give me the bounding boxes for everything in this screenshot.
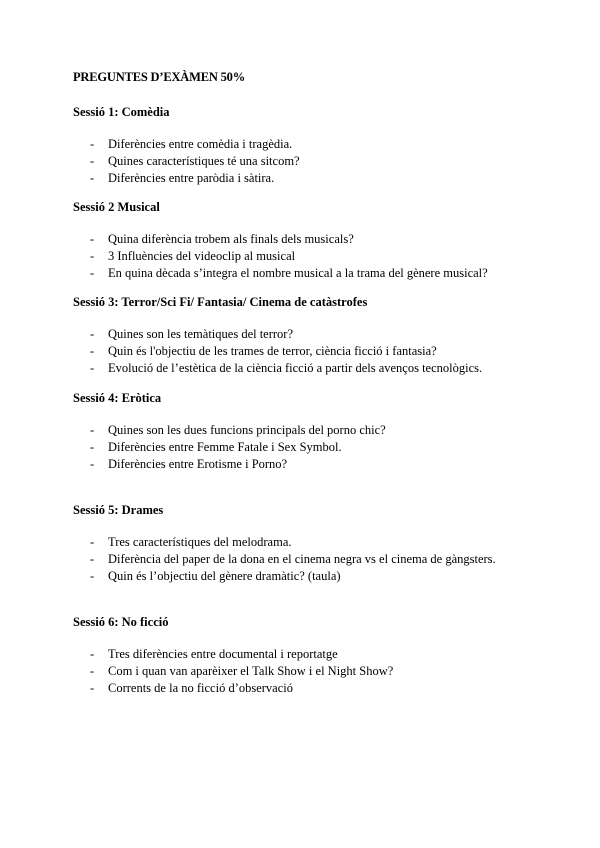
question-text: Diferències entre comèdia i tragèdia. [108,137,293,151]
question-text: Quines son les temàtiques del terror? [108,327,294,341]
question-item [73,153,553,170]
question-list [73,422,553,473]
question-list [73,326,553,377]
question-item [73,680,553,697]
question-list [73,534,553,585]
question-item [73,422,553,439]
section-session-2 [73,199,553,282]
question-item [73,360,553,377]
dash-bullet: - [90,569,95,583]
dash-bullet: - [90,154,95,168]
dash-bullet: - [90,327,95,341]
document-title: PREGUNTES D’EXÀMEN 50% [73,70,245,84]
question-text: Quines característiques té una sitcom? [108,154,300,168]
question-text: Tres diferències entre documental i reportatge [108,647,338,661]
section-title: Sessió 3: Terror/Sci Fi/ Fantasia/ Cinema de catàstrofes [73,295,368,309]
question-text: Quin és l'objectiu de les trames de terror, ciència ficció i fantasia? [108,344,437,358]
question-text: Quin és l’objectiu del gènere dramàtic? (taula) [108,569,341,583]
dash-bullet: - [90,552,95,566]
section-session-4 [73,390,553,473]
question-item [73,646,553,663]
dash-bullet: - [90,249,95,263]
question-item [73,136,553,153]
question-item [73,568,553,585]
question-text: En quina dècada s’integra el nombre musical a la trama del gènere musical? [108,266,488,280]
question-text: Diferències entre Erotisme i Porno? [108,457,288,471]
section-title: Sessió 2 Musical [73,200,160,214]
question-text: Tres característiques del melodrama. [108,535,292,549]
dash-bullet: - [90,457,95,471]
question-text: Com i quan van aparèixer el Talk Show i el Night Show? [108,664,394,678]
dash-bullet: - [90,647,95,661]
dash-bullet: - [90,137,95,151]
dash-bullet: - [90,361,95,375]
section-session-6 [73,614,553,697]
question-item [73,456,553,473]
dash-bullet: - [90,681,95,695]
question-item [73,439,553,456]
question-item [73,231,553,248]
question-item [73,248,553,265]
section-title: Sessió 1: Comèdia [73,105,170,119]
question-list [73,231,553,282]
dash-bullet: - [90,171,95,185]
question-item [73,534,553,551]
question-text: Diferències entre Femme Fatale i Sex Symbol. [108,440,342,454]
section-session-3 [73,294,553,377]
question-text: Evolució de l’estètica de la ciència ficció a partir dels avenços tecnològics. [108,361,483,375]
question-text: Diferència del paper de la dona en el cinema negra vs el cinema de gàngsters. [108,552,496,566]
dash-bullet: - [90,664,95,678]
question-item [73,265,553,282]
question-item [73,663,553,680]
section-session-1 [73,104,553,187]
section-title: Sessió 5: Drames [73,503,164,517]
section-title: Sessió 4: Eròtica [73,391,162,405]
section-title: Sessió 6: No ficció [73,615,169,629]
section-session-5 [73,502,553,585]
dash-bullet: - [90,232,95,246]
question-item [73,326,553,343]
question-item [73,343,553,360]
question-text: Quines son les dues funcions principals del porno chic? [108,423,386,437]
dash-bullet: - [90,344,95,358]
question-list [73,136,553,187]
question-item [73,170,553,187]
dash-bullet: - [90,535,95,549]
question-text: 3 Influències del videoclip al musical [108,249,296,263]
question-text: Quina diferència trobem als finals dels musicals? [108,232,354,246]
question-list [73,646,553,697]
dash-bullet: - [90,266,95,280]
question-text: Corrents de la no ficció d’observació [108,681,294,695]
dash-bullet: - [90,440,95,454]
dash-bullet: - [90,423,95,437]
question-text: Diferències entre paròdia i sàtira. [108,171,275,185]
question-item [73,551,553,568]
